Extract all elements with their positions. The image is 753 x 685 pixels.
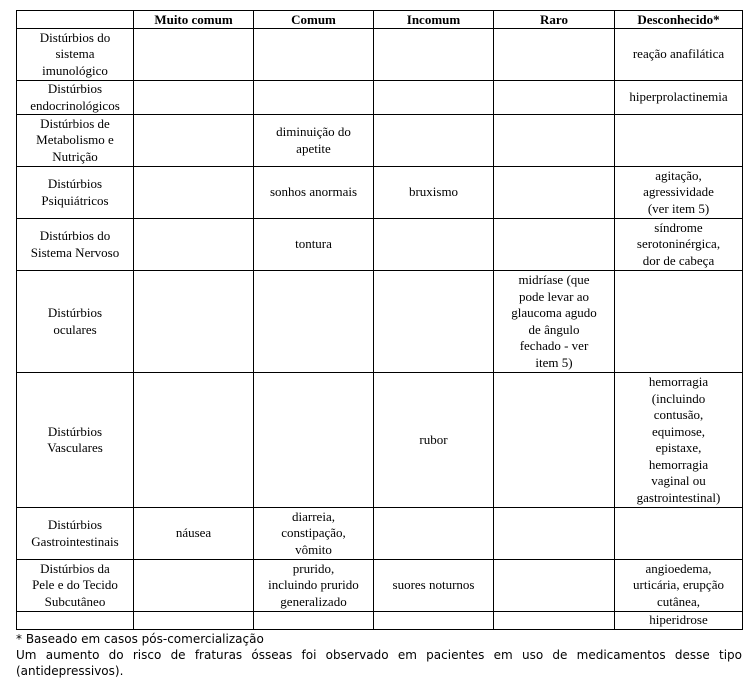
frequency-cell xyxy=(494,508,615,560)
frequency-cell xyxy=(494,167,615,219)
frequency-cell xyxy=(254,29,374,81)
table-row xyxy=(17,115,743,167)
frequency-cell: diminuição do apetite xyxy=(254,115,374,167)
frequency-cell: angioedema, urticária, erupção cutânea, xyxy=(615,560,743,612)
frequency-cell xyxy=(254,373,374,508)
frequency-cell xyxy=(134,29,254,81)
frequency-cell: hemorragia (incluindo contusão, equimose, epistaxe, hemorragia vaginal ou gastrointestinal) xyxy=(615,373,743,508)
table-row xyxy=(17,271,743,373)
frequency-cell: prurido, incluindo prurido generalizado xyxy=(254,560,374,612)
table-row xyxy=(17,167,743,219)
frequency-cell: bruxismo xyxy=(374,167,494,219)
organ-class-cell: Distúrbios Gastrointestinais xyxy=(17,508,134,560)
frequency-cell xyxy=(494,81,615,115)
frequency-cell xyxy=(134,167,254,219)
organ-class-cell: Distúrbios da Pele e do Tecido Subcutâneo xyxy=(17,560,134,612)
frequency-cell: náusea xyxy=(134,508,254,560)
header-desconhecido: Desconhecido* xyxy=(615,11,743,29)
organ-class-cell: Distúrbios Psiquiátricos xyxy=(17,167,134,219)
frequency-cell xyxy=(134,219,254,271)
frequency-cell: midríase (que pode levar ao glaucoma agudo de ângulo fechado - ver item 5) xyxy=(494,271,615,373)
frequency-cell xyxy=(494,612,615,630)
document xyxy=(16,10,742,679)
frequency-cell xyxy=(494,219,615,271)
frequency-cell xyxy=(134,81,254,115)
frequency-cell xyxy=(254,612,374,630)
adverse-reactions-table xyxy=(16,10,743,630)
frequency-cell xyxy=(374,81,494,115)
frequency-cell: hiperidrose xyxy=(615,612,743,630)
frequency-cell xyxy=(494,560,615,612)
table-row xyxy=(17,612,743,630)
organ-class-cell: Distúrbios de Metabolismo e Nutrição xyxy=(17,115,134,167)
header-raro: Raro xyxy=(494,11,615,29)
footnotes xyxy=(16,631,742,679)
table-row xyxy=(17,81,743,115)
frequency-cell xyxy=(134,373,254,508)
frequency-cell xyxy=(374,115,494,167)
frequency-cell xyxy=(134,560,254,612)
frequency-cell xyxy=(615,115,743,167)
frequency-cell: hiperprolactinemia xyxy=(615,81,743,115)
organ-class-cell: Distúrbios Vasculares xyxy=(17,373,134,508)
header-comum: Comum xyxy=(254,11,374,29)
header-row xyxy=(17,11,743,29)
organ-class-cell: Distúrbios do Sistema Nervoso xyxy=(17,219,134,271)
footnote-postmarketing: * Baseado em casos pós-comercialização xyxy=(16,631,264,646)
organ-class-cell xyxy=(17,612,134,630)
frequency-cell xyxy=(254,271,374,373)
frequency-cell: tontura xyxy=(254,219,374,271)
footnote-fracture-risk: Um aumento do risco de fraturas ósseas foi observado em pacientes em uso de medicamentos desse tipo (antidepressivos). xyxy=(16,647,742,678)
frequency-cell xyxy=(494,115,615,167)
frequency-cell xyxy=(134,115,254,167)
frequency-cell xyxy=(254,81,374,115)
frequency-cell xyxy=(134,271,254,373)
table-row xyxy=(17,29,743,81)
organ-class-cell: Distúrbios endocrinológicos xyxy=(17,81,134,115)
table-row xyxy=(17,508,743,560)
frequency-cell: diarreia, constipação, vômito xyxy=(254,508,374,560)
header-incomum: Incomum xyxy=(374,11,494,29)
organ-class-cell: Distúrbios oculares xyxy=(17,271,134,373)
frequency-cell xyxy=(615,271,743,373)
frequency-cell xyxy=(374,29,494,81)
frequency-cell xyxy=(134,612,254,630)
frequency-cell xyxy=(374,219,494,271)
frequency-cell xyxy=(374,612,494,630)
frequency-cell: rubor xyxy=(374,373,494,508)
header-corner-cell xyxy=(17,11,134,29)
frequency-cell: síndrome serotoninérgica, dor de cabeça xyxy=(615,219,743,271)
table-row xyxy=(17,219,743,271)
table-row xyxy=(17,373,743,508)
frequency-cell xyxy=(615,508,743,560)
frequency-cell xyxy=(374,271,494,373)
frequency-cell: sonhos anormais xyxy=(254,167,374,219)
frequency-cell xyxy=(494,373,615,508)
frequency-cell xyxy=(374,508,494,560)
frequency-cell: suores noturnos xyxy=(374,560,494,612)
frequency-cell: reação anafilática xyxy=(615,29,743,81)
frequency-cell: agitação, agressividade (ver item 5) xyxy=(615,167,743,219)
header-muito-comum: Muito comum xyxy=(134,11,254,29)
table-row xyxy=(17,560,743,612)
organ-class-cell: Distúrbios do sistema imunológico xyxy=(17,29,134,81)
frequency-cell xyxy=(494,29,615,81)
